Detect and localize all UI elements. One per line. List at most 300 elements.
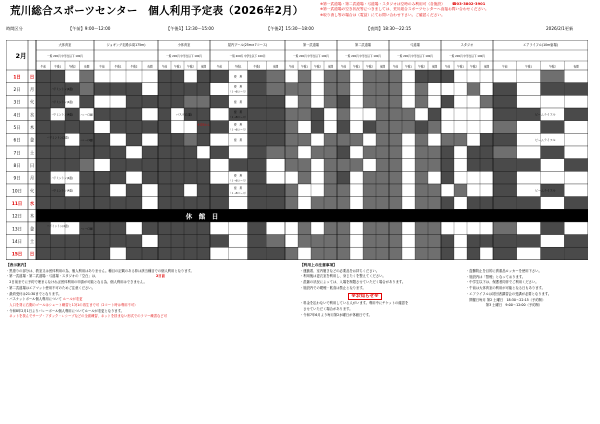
booked-cell [171, 146, 184, 159]
time-slot-pm1: 【午後1】12:30〜15:00 [166, 26, 214, 31]
slot-label: 夜間 [483, 65, 490, 69]
booked-cell [428, 146, 441, 159]
booked-cell [564, 83, 588, 96]
booked-cell [564, 159, 588, 172]
booked-cell [285, 146, 298, 159]
booked-cell [363, 235, 376, 248]
booked-cell [36, 133, 51, 146]
booked-cell [36, 197, 51, 210]
booked-cell [197, 159, 210, 172]
notes-line: させていただく場合があります。 [300, 306, 353, 311]
booked-cell [266, 83, 285, 96]
slot-label: 午後2 [253, 65, 261, 69]
booked-cell [94, 197, 110, 210]
booked-cell [350, 133, 363, 146]
booked-cell [65, 146, 80, 159]
booked-cell [126, 108, 142, 121]
weekday: 金 [29, 138, 35, 144]
booked-cell [197, 95, 210, 108]
booked-cell [36, 247, 51, 260]
booked-cell [285, 83, 298, 96]
booked-cell [564, 197, 588, 210]
booked-cell [248, 108, 267, 121]
booked-cell [197, 235, 210, 248]
booked-cell [363, 247, 376, 260]
slot-label: 午後2 [130, 65, 138, 69]
facility-name: 弓道場 [410, 43, 420, 47]
booked-cell [171, 133, 184, 146]
booked-cell [428, 121, 441, 134]
booked-cell [94, 108, 110, 121]
slot-label: 夜間 [327, 65, 334, 69]
booked-cell [324, 171, 337, 184]
time-slot-pm2: 【午後2】15:30〜18:00 [266, 26, 314, 31]
booked-cell [493, 235, 517, 248]
booked-cell [94, 184, 110, 197]
booked-cell [324, 83, 337, 96]
legend-line: 2日前までに予約で埋まらなければ団体利用の申請が可能となる為、個人利用はできません。 [6, 280, 147, 285]
booked-cell [415, 247, 428, 260]
booked-cell [564, 235, 588, 248]
pool-status: 使 用 [233, 173, 243, 178]
booked-cell [389, 108, 402, 121]
two-days-note: 2日前 [156, 274, 165, 278]
booked-cell [324, 159, 337, 172]
booked-cell [415, 171, 428, 184]
slot-label: 午後2 [314, 65, 321, 69]
rule-change-note: ルールが変更 [62, 297, 83, 302]
notes-line: ・混雑の状況によっては、入場を制限させていただく場合があります。 [300, 280, 406, 285]
booked-cell [248, 235, 267, 248]
booked-cell [158, 121, 171, 134]
day-number: 7日 [13, 151, 21, 157]
booked-cell [184, 83, 197, 96]
booked-cell [285, 247, 298, 260]
booked-cell [467, 197, 480, 210]
booked-cell [36, 159, 51, 172]
booked-cell [517, 197, 541, 210]
booked-cell [158, 171, 171, 184]
slot-label: 午前 [40, 65, 46, 69]
booked-cell [402, 108, 415, 121]
notes-section [300, 263, 430, 318]
weekday: 水 [29, 201, 35, 207]
activity-label: ビームライフル [534, 137, 556, 142]
booked-cell [376, 70, 389, 83]
weekday: 月 [29, 176, 35, 182]
booked-cell [480, 159, 493, 172]
booked-cell [229, 159, 248, 172]
booked-cell [454, 184, 467, 197]
day-number: 12日 [12, 214, 22, 220]
booked-cell [158, 222, 171, 235]
slot-label: 午後2 [418, 65, 425, 69]
booked-cell [337, 146, 350, 159]
booked-cell [80, 83, 95, 96]
booked-cell [158, 133, 171, 146]
booked-cell [480, 95, 493, 108]
booked-cell [376, 171, 389, 184]
booked-cell [441, 133, 454, 146]
booked-cell [376, 159, 389, 172]
booked-cell [171, 171, 184, 184]
booked-cell [467, 146, 480, 159]
day-number: 9日 [13, 176, 21, 182]
closed-day-bar [36, 209, 588, 222]
legend-line: ・最終受付は21:30までとなります。 [6, 291, 62, 296]
booked-cell [415, 70, 428, 83]
booked-cell [248, 222, 267, 235]
booked-cell [541, 121, 565, 134]
day-number: 5日 [13, 125, 21, 131]
activity-label: バドミントン(4面) [51, 113, 73, 117]
booked-cell [126, 235, 142, 248]
booked-cell [441, 197, 454, 210]
booked-cell [51, 247, 66, 260]
booked-cell [415, 184, 428, 197]
booked-cell [389, 159, 402, 172]
activity-label: バドミントン(4面) [51, 100, 73, 104]
pool-status: 使 用 [233, 185, 243, 190]
closed-day-label: 休 館 日 [185, 212, 219, 221]
booked-cell [493, 108, 517, 121]
booked-cell [126, 83, 142, 96]
booked-cell [94, 222, 110, 235]
booked-cell [389, 222, 402, 235]
slot-label: 午後1 [353, 65, 360, 69]
booked-cell [171, 83, 184, 96]
booked-cell [158, 70, 171, 83]
legend-line: 入口を背に右側のゴールはシュート練習と1対1の再生まで可（2コート時は利用不可） [6, 302, 138, 307]
booked-cell [80, 159, 95, 172]
booked-cell [158, 247, 171, 260]
booked-cell [541, 83, 565, 96]
booked-cell [266, 197, 285, 210]
booked-cell [158, 83, 171, 96]
notice-line: ※第一武道場の空き状況等につきましては、荒川総合スポーツセンターへ直接お問い合わせください。 [320, 7, 489, 12]
legend-line: ・第二武道場はエアマット使用不可のためご注意ください。 [6, 285, 95, 290]
booked-cell [467, 83, 480, 96]
pool-status: 使 用 [233, 122, 243, 127]
right-notes-section [466, 269, 596, 309]
activity-label: ビームライフル [534, 188, 556, 193]
booked-cell [285, 121, 298, 134]
booked-cell [350, 159, 363, 172]
booked-cell [324, 146, 337, 159]
booked-cell [363, 197, 376, 210]
phone-number: ☎03-3802-3901 [451, 2, 486, 6]
legend-line: ・令和8年2月1日よりバレーボール個人利用についてルールが変更となります。 [6, 308, 124, 313]
month-label: 2月 [15, 52, 27, 60]
fee-label: 一般 200円 中学生以下 100円 [47, 55, 83, 58]
booked-cell [158, 159, 171, 172]
booked-cell [36, 235, 51, 248]
notes-line: ・施設内での喫煙・飲食は禁止となります。 [300, 285, 366, 290]
booked-cell [158, 235, 171, 248]
pool-lane: （１→8コース） [228, 128, 248, 132]
booked-cell [142, 121, 158, 134]
booked-cell [171, 95, 184, 108]
slot-label: 午後1 [114, 65, 122, 69]
booked-cell [428, 108, 441, 121]
booked-cell [171, 235, 184, 248]
right-note-line: ・午前は大体育室の利用が可能となる日もあります。 [466, 286, 545, 291]
booked-cell [517, 159, 541, 172]
booked-cell [142, 159, 158, 172]
booked-cell [197, 70, 210, 83]
booked-cell [337, 184, 350, 197]
booked-cell [454, 133, 467, 146]
booked-cell [541, 70, 565, 83]
booked-cell [36, 171, 51, 184]
booked-cell [65, 247, 80, 260]
booked-cell [36, 70, 51, 83]
booked-cell [337, 70, 350, 83]
booked-cell [80, 95, 95, 108]
booked-cell [36, 146, 51, 159]
booked-cell [311, 235, 324, 248]
booked-cell [415, 133, 428, 146]
booked-cell [467, 159, 480, 172]
notes-line: ・令和7年6月より毎月第2水曜日が休館日です。 [300, 312, 372, 317]
booked-cell [311, 146, 324, 159]
booked-cell [65, 197, 80, 210]
fee-label: 一般 200円 中学生以下 100円 [397, 55, 433, 58]
booked-cell [480, 146, 493, 159]
booked-cell [197, 184, 210, 197]
booked-cell [441, 95, 454, 108]
booked-cell [210, 235, 229, 248]
booked-cell [298, 108, 311, 121]
activity-label: バレー(1面) [80, 138, 94, 142]
slot-label: 夜間 [273, 65, 279, 69]
day-number: 2日 [13, 87, 21, 93]
booked-cell [363, 184, 376, 197]
slot-label: 午前 [340, 65, 347, 69]
day-number: 13日 [12, 227, 22, 233]
booked-cell [285, 108, 298, 121]
weekday: 木 [29, 214, 35, 220]
booked-cell [493, 222, 517, 235]
booked-cell [363, 70, 376, 83]
booked-cell [493, 95, 517, 108]
booked-cell [415, 121, 428, 134]
booked-cell [389, 133, 402, 146]
booked-cell [126, 247, 142, 260]
booked-cell [184, 171, 197, 184]
slot-label: 午後2 [548, 65, 556, 69]
booked-cell [324, 70, 337, 83]
booked-cell [324, 235, 337, 248]
weekday: 土 [29, 151, 35, 157]
booked-cell [36, 222, 51, 235]
day-number: 1日 [13, 75, 21, 81]
booked-cell [248, 247, 267, 260]
activity-label: バドミントン(4面) [51, 88, 73, 92]
booked-cell [337, 108, 350, 121]
booked-cell [376, 247, 389, 260]
booked-cell [126, 95, 142, 108]
slot-label: 午前 [288, 65, 295, 69]
fee-label: 一般 200円 中学生以下 100円 [345, 55, 381, 58]
booked-cell [389, 70, 402, 83]
booked-cell [389, 235, 402, 248]
notes-header: 【利用上の注意事項】 [300, 263, 337, 267]
pool-lane: （１→8コース） [228, 90, 248, 94]
booked-cell [441, 247, 454, 260]
booked-cell [298, 70, 311, 83]
booked-cell [248, 197, 267, 210]
booked-cell [36, 184, 51, 197]
page-title: 荒川総合スポーツセンター 個人利用予定表（2026年2月） [10, 5, 304, 17]
booked-cell [402, 121, 415, 134]
booked-cell [126, 133, 142, 146]
pool-status: 使 用 [233, 74, 243, 79]
activity-label: バドミントン(4面) [51, 189, 73, 193]
booked-cell [415, 197, 428, 210]
day-number: 10日 [12, 189, 22, 195]
booked-cell [376, 95, 389, 108]
slot-label: 午前 [161, 65, 168, 69]
fee-label: 一般 200円 中学生以下 100円 [293, 55, 329, 58]
weekday: 月 [29, 87, 35, 93]
booked-cell [51, 235, 66, 248]
booked-cell [197, 171, 210, 184]
slot-label: 夜間 [200, 65, 207, 69]
booked-cell [266, 133, 285, 146]
booked-cell [197, 247, 210, 260]
booked-cell [493, 146, 517, 159]
activity-label: バドミントン(4面) [51, 176, 73, 180]
booked-cell [36, 95, 51, 108]
booked-cell [428, 159, 441, 172]
facility-name: 屋内プール(25m×7コース) [227, 43, 268, 47]
weekday: 火 [29, 189, 35, 195]
booked-cell [126, 184, 142, 197]
booked-cell [94, 133, 110, 146]
booked-cell [541, 222, 565, 235]
booked-cell [298, 95, 311, 108]
time-slot-am: 【午前】9:00〜12:00 [68, 26, 111, 31]
booked-cell [158, 146, 171, 159]
booked-cell [337, 171, 350, 184]
booked-cell [363, 146, 376, 159]
booked-cell [142, 146, 158, 159]
booked-cell [210, 146, 229, 159]
booked-cell [441, 159, 454, 172]
booked-cell [363, 83, 376, 96]
booked-cell [541, 146, 565, 159]
pool-status: 使 用 [233, 109, 243, 114]
booked-cell [324, 197, 337, 210]
booked-cell [110, 83, 126, 96]
booked-cell [142, 171, 158, 184]
pool-status: 使 用 [233, 99, 243, 104]
booked-cell [248, 83, 267, 96]
slot-label: 夜間 [379, 65, 386, 69]
fee-label: 一般 200円 中学生以下 100円 [229, 55, 266, 58]
booked-cell [415, 222, 428, 235]
weekday: 日 [29, 252, 35, 258]
booked-cell [171, 222, 184, 235]
booked-cell [248, 171, 267, 184]
activity-label: バレー(1面) [80, 113, 94, 117]
slot-label: 午後2 [470, 65, 477, 69]
booked-cell [94, 247, 110, 260]
booked-cell [564, 247, 588, 260]
booked-cell [51, 133, 66, 146]
facility-name: スタジオ [460, 43, 474, 47]
booked-cell [493, 83, 517, 96]
booked-cell [441, 171, 454, 184]
booked-cell [285, 159, 298, 172]
booked-cell [65, 159, 80, 172]
booked-cell [389, 146, 402, 159]
notes-line: ・利用後は更衣室を利用し、身じたくを整えてください。 [300, 274, 386, 279]
booked-cell [337, 83, 350, 96]
slot-label: 午後1 [525, 65, 533, 69]
booked-cell [363, 95, 376, 108]
booked-cell [298, 159, 311, 172]
booked-cell [324, 95, 337, 108]
booked-cell [158, 184, 171, 197]
booked-cell [110, 197, 126, 210]
slot-label: 午後1 [174, 65, 181, 69]
booked-cell [266, 70, 285, 83]
booked-cell [389, 83, 402, 96]
slot-label: 午後1 [405, 65, 412, 69]
booked-cell [126, 197, 142, 210]
booked-cell [197, 83, 210, 96]
booked-cell [51, 146, 66, 159]
booked-cell [428, 184, 441, 197]
slot-label: 午前 [216, 65, 222, 69]
booked-cell [376, 121, 389, 134]
fee-label: 一般 200円 中学生以下 100円 [166, 55, 202, 58]
facility-name: 小体育室 [177, 43, 191, 47]
activity-label: ビームライフル [534, 112, 556, 117]
pool-lane: （１→8コース） [228, 191, 248, 195]
notes-line: ・料金を払わないで利用している人がいます。利用中にチケットの確認を [300, 301, 409, 306]
weekday: 日 [29, 75, 35, 81]
booked-cell [337, 197, 350, 210]
booked-cell [184, 197, 197, 210]
booked-cell [467, 235, 480, 248]
booked-cell [80, 197, 95, 210]
booked-cell [376, 108, 389, 121]
booked-cell [480, 133, 493, 146]
booked-cell [184, 235, 197, 248]
activity-label: バレー(1面) [80, 227, 94, 231]
pool-lane: （１→8コース） [228, 115, 248, 119]
booked-cell [298, 171, 311, 184]
slot-label: 夜間 [573, 65, 579, 69]
facility-name: 大体育室 [58, 43, 72, 47]
booked-cell [80, 146, 95, 159]
right-note-line: ・エアライフルは初回者講習会の受講が必要となります。 [466, 291, 552, 296]
booked-cell [158, 108, 171, 121]
facility-name: 第二武道場 [355, 43, 371, 47]
pool-status: 使 用 [233, 137, 243, 142]
booked-cell [110, 222, 126, 235]
booked-cell [110, 235, 126, 248]
activity-label: バドミントン(2面) [46, 224, 69, 228]
booked-cell [80, 121, 95, 134]
booked-cell [493, 121, 517, 134]
booked-cell [94, 171, 110, 184]
booked-cell [266, 247, 285, 260]
booked-cell [110, 121, 126, 134]
